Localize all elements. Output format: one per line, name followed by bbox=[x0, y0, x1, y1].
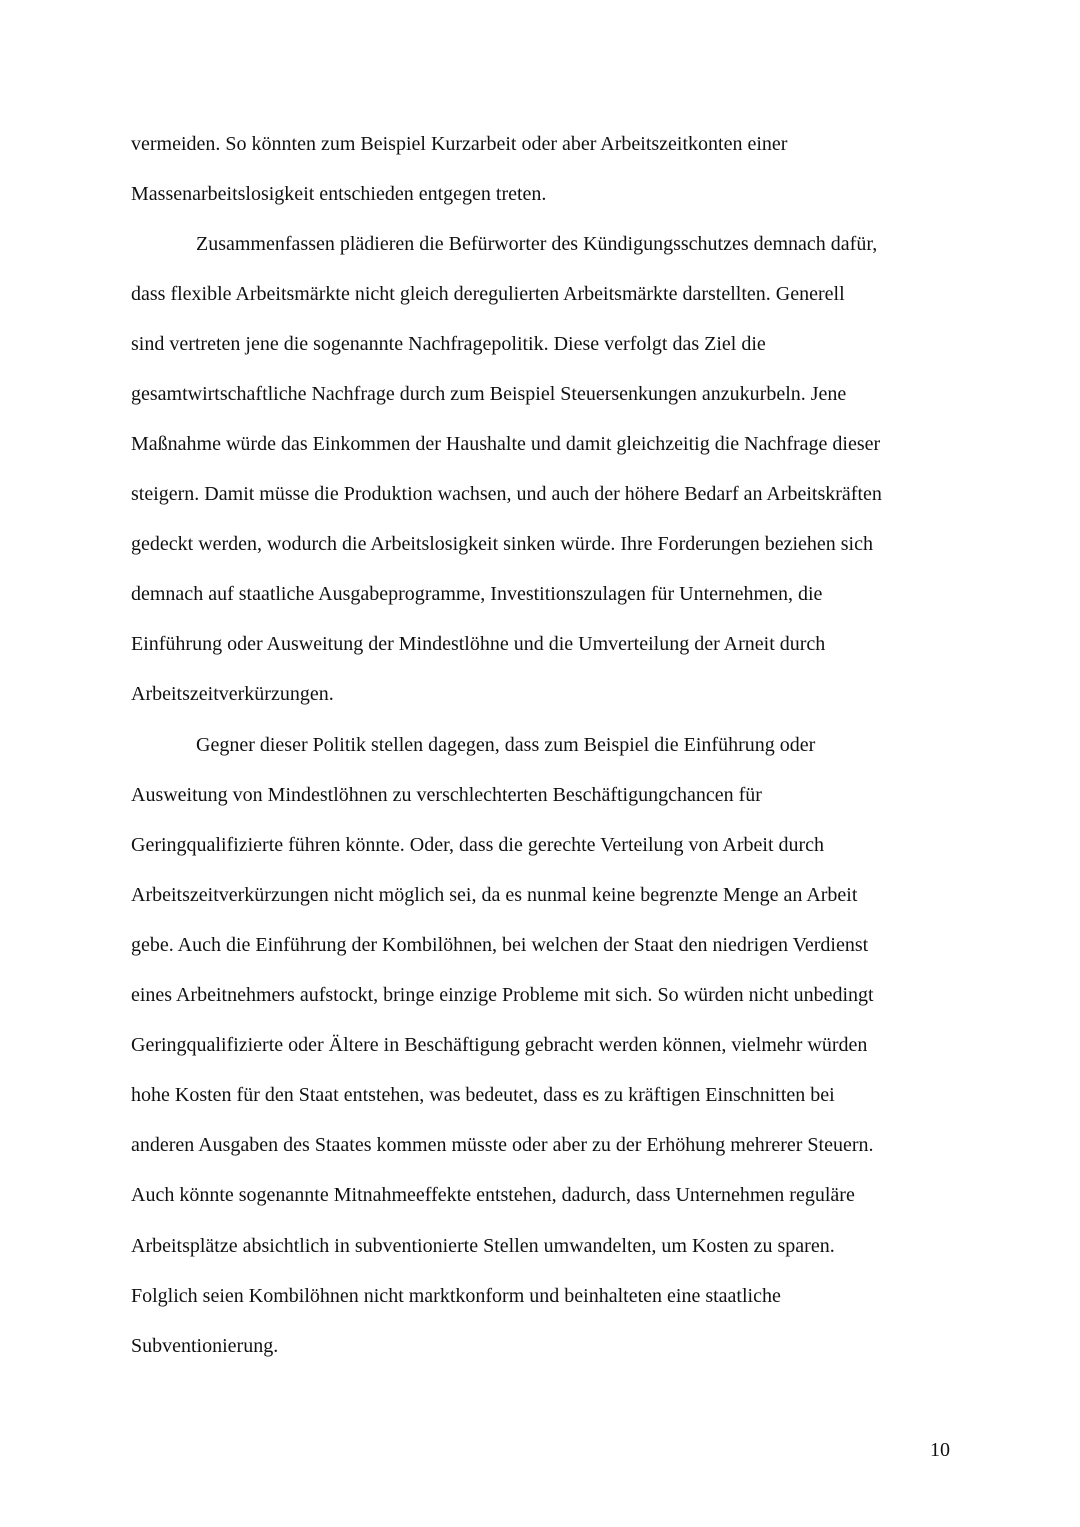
text-line: Ausweitung von Mindestlöhnen zu verschlechterten Beschäftigungchancen für bbox=[131, 784, 762, 806]
text-line: Arbeitsplätze absichtlich in subventionierte Stellen umwandelten, um Kosten zu sparen. bbox=[131, 1235, 835, 1257]
text-line: Auch könnte sogenannte Mitnahmeeffekte entstehen, dadurch, dass Unternehmen reguläre bbox=[131, 1184, 855, 1206]
text-line: eines Arbeitnehmers aufstockt, bringe einzige Probleme mit sich. So würden nicht unbedingt bbox=[131, 984, 874, 1006]
text-line: Geringqualifizierte oder Ältere in Beschäftigung gebracht werden können, vielmehr würden bbox=[131, 1034, 868, 1056]
text-line: Arbeitszeitverkürzungen nicht möglich sei, da es nunmal keine begrenzte Menge an Arbeit bbox=[131, 884, 858, 906]
text-line: Arbeitszeitverkürzungen. bbox=[131, 683, 334, 705]
paragraph-start-line: Gegner dieser Politik stellen dagegen, dass zum Beispiel die Einführung oder bbox=[196, 734, 816, 756]
text-line: gedeckt werden, wodurch die Arbeitslosigkeit sinken würde. Ihre Forderungen beziehen sich bbox=[131, 533, 873, 555]
text-line: Folglich seien Kombilöhnen nicht marktkonform und beinhalteten eine staatliche bbox=[131, 1285, 781, 1307]
text-line: Geringqualifizierte führen könnte. Oder, dass die gerechte Verteilung von Arbeit durch bbox=[131, 834, 825, 856]
text-line: gesamtwirtschaftliche Nachfrage durch zum Beispiel Steuersenkungen anzukurbeln. Jene bbox=[131, 383, 847, 405]
text-line: steigern. Damit müsse die Produktion wachsen, und auch der höhere Bedarf an Arbeitskräften bbox=[131, 483, 882, 505]
text-line: anderen Ausgaben des Staates kommen müsste oder aber zu der Erhöhung mehrerer Steuern. bbox=[131, 1134, 874, 1156]
text-line: dass flexible Arbeitsmärkte nicht gleich deregulierten Arbeitsmärkte darstellten. Generell bbox=[131, 283, 845, 305]
text-line: hohe Kosten für den Staat entstehen, was bedeutet, dass es zu kräftigen Einschnitten bei bbox=[131, 1084, 835, 1106]
paragraph-start-line: Zusammenfassen plädieren die Befürworter des Kündigungsschutzes demnach dafür, bbox=[196, 233, 878, 255]
text-line: Einführung oder Ausweitung der Mindestlöhne und die Umverteilung der Arneit durch bbox=[131, 633, 826, 655]
text-line: demnach auf staatliche Ausgabeprogramme, Investitionszulagen für Unternehmen, die bbox=[131, 583, 823, 605]
page-number: 10 bbox=[930, 1439, 950, 1461]
text-line: Subventionierung. bbox=[131, 1335, 279, 1357]
text-line: Massenarbeitslosigkeit entschieden entgegen treten. bbox=[131, 183, 547, 205]
text-line: gebe. Auch die Einführung der Kombilöhnen, bei welchen der Staat den niedrigen Verdienst bbox=[131, 934, 869, 956]
text-line: Maßnahme würde das Einkommen der Haushalte und damit gleichzeitig die Nachfrage dieser bbox=[131, 433, 881, 455]
text-line: sind vertreten jene die sogenannte Nachfragepolitik. Diese verfolgt das Ziel die bbox=[131, 333, 766, 355]
text-line: vermeiden. So könnten zum Beispiel Kurzarbeit oder aber Arbeitszeitkonten einer bbox=[131, 133, 788, 155]
